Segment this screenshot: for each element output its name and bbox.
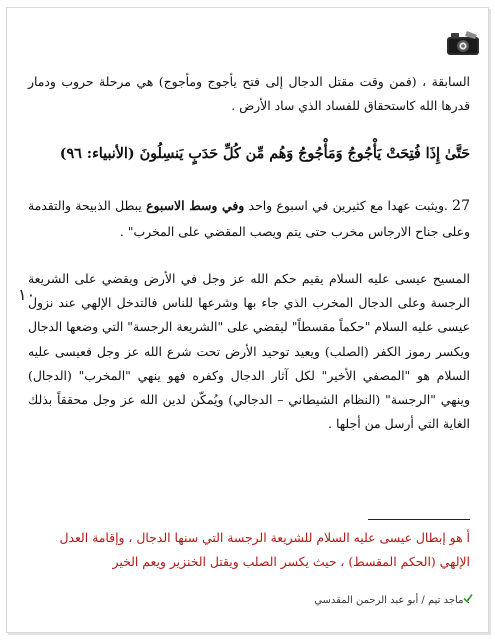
page-number: ١٠: [18, 285, 36, 304]
paragraph-1: السابقة ، (فمن وقت مقتل الدجال إلى فتح يأجوج ومأجوج) هي مرحلة حروب ودمار قدرها الله كاستحقاق للفساد الذي ساد الأرض .: [28, 74, 470, 114]
paragraph-2-emphasis: وفي وسط الاسبوع: [146, 198, 245, 213]
verse-number: 27: [452, 198, 470, 214]
footnote-separator: [368, 519, 470, 520]
paragraph-2: [28, 193, 470, 244]
author-credit: : ماجد تيم / أبو عبد الرحمن المقدسي: [314, 595, 470, 606]
paragraph-2-before: .ويثبت عهدا مع كثيرين في اسبوع واحد: [244, 198, 453, 213]
quran-verse: حَتَّىٰ إِذَا فُتِحَتْ يَأْجُوجُ وَمَأْجُوجُ وَهُم مِّن كُلِّ حَدَبٍ يَنسِلُونَ (الأنبياء: ٩٦): [59, 146, 470, 162]
paragraph-3: المسيح عيسى عليه السلام يقيم حكم الله عز وجل في الأرض ويقضي على الشريعة الرجسة وعلى الدجال المخرب الذي جاء بها وشرعها للناس فالتدخل الإلهي عند نزول عيسى عليه السلام "حكماً مقسطاً" ليقضي على "الشريعة الرجسة" التي وضعها الدجال ويكسر رموز الكفر (الصلب) ويعيد توحيد الأرض تحت شرع الله عز وجل فعيسى عليه السلام هو "المصفي الأخير" لكل آثار الدجال وكفره فهو ينهي "المخرب" (الدجال) وينهي "الرجسة" (النظام الشيطاني – الدجالي) ويُمكّن لدين الله عز وجل محققاً بذلك الغاية التي أرسل من أجلها .: [28, 271, 470, 432]
paragraph-2-after: يبطل الذبيحة والتقدمة وعلى جناح الارجاس مخرب حتى يتم ويصب المقضي على المخرب" .: [28, 198, 470, 240]
camera-logo-icon: [445, 27, 481, 57]
footnote: أ هو إبطال عيسى عليه السلام للشريعة الرجسة التي سنها الدجال ، وإقامة العدل الإلهي (الحكم المقسط) ، حيث يكسر الصلب ويقتل الخنزير ويعم الخير: [59, 530, 470, 570]
